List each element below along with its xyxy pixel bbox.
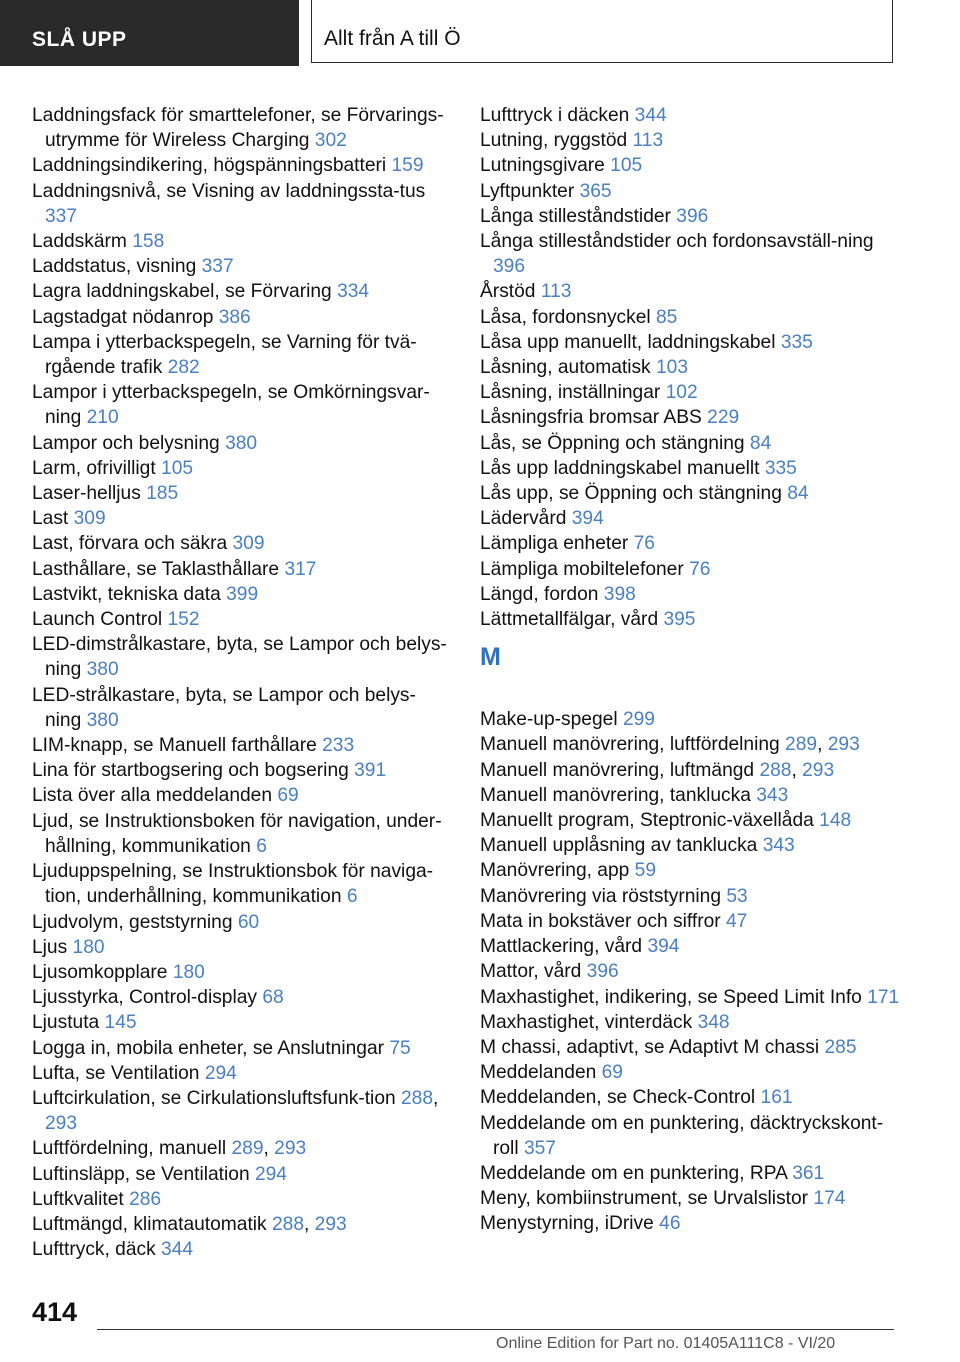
- index-entry: [32, 1162, 452, 1187]
- index-term: Manuell manövrering, luftfördelning: [480, 734, 780, 756]
- index-term: Låsa upp manuellt, laddningskabel: [480, 331, 776, 353]
- index-entry: [32, 783, 452, 808]
- index-term: Laser-helljus: [32, 483, 141, 505]
- page-reference-link[interactable]: 395: [663, 609, 696, 631]
- index-entry: [480, 405, 900, 430]
- page-reference-link[interactable]: 6: [346, 886, 358, 908]
- index-term: Lina för startbogsering och bogsering: [32, 760, 349, 782]
- index-term: Långa stilleståndstider och fordonsavställ-ning: [480, 231, 874, 253]
- page-reference-link[interactable]: 396: [676, 205, 709, 227]
- index-entry: [32, 103, 452, 153]
- page-reference-link[interactable]: 174: [813, 1188, 846, 1210]
- index-entry: [480, 557, 900, 582]
- index-entry: [480, 531, 900, 556]
- index-term: Larm, ofrivilligt: [32, 457, 156, 479]
- index-entry: [32, 1237, 452, 1262]
- index-entry: [32, 557, 452, 582]
- page-reference-link[interactable]: 288: [271, 1213, 304, 1235]
- index-entry: [32, 733, 452, 758]
- page-reference-link[interactable]: 309: [232, 533, 265, 555]
- index-entry: [32, 279, 452, 304]
- index-entry: [32, 809, 452, 859]
- page-reference-link[interactable]: 59: [634, 860, 657, 882]
- index-term: Manuell manövrering, luftmängd: [480, 759, 755, 781]
- page-reference-link[interactable]: 334: [337, 281, 370, 303]
- page-reference-link[interactable]: 60: [237, 911, 260, 933]
- index-entry: [480, 783, 900, 808]
- page-reference-link[interactable]: 386: [218, 306, 251, 328]
- index-entry: Luftmängd, klimatautomatik 288, 293: [32, 1213, 347, 1235]
- index-term: Laddskärm: [32, 231, 127, 253]
- page-reference-link[interactable]: 180: [72, 936, 105, 958]
- index-entry: [480, 153, 900, 178]
- page-reference-link[interactable]: 84: [787, 483, 809, 505]
- index-entry: [480, 1186, 900, 1211]
- page-reference-link[interactable]: 105: [610, 155, 643, 177]
- index-term: Manuell manövrering, tanklucka: [480, 784, 751, 806]
- index-term: Luftfördelning, manuell: [32, 1138, 227, 1160]
- index-entry: [32, 910, 452, 935]
- page-reference-link[interactable]: 159: [391, 155, 424, 177]
- index-term: Manuell upplåsning av tanklucka: [480, 835, 758, 857]
- page-reference-link[interactable]: 75: [389, 1037, 411, 1059]
- page-reference-link[interactable]: 285: [824, 1036, 857, 1058]
- index-term: Årstöd: [480, 281, 536, 303]
- index-term: Längd, fordon: [480, 583, 599, 605]
- page-reference-link[interactable]: 293: [45, 1113, 78, 1135]
- index-entry: [480, 1161, 900, 1186]
- index-entry: [480, 229, 900, 279]
- page-reference-link[interactable]: 286: [129, 1188, 162, 1210]
- page-reference-link[interactable]: 398: [603, 583, 636, 605]
- page-reference-link[interactable]: 343: [762, 835, 795, 857]
- index-entry: [32, 305, 452, 330]
- page-reference-link[interactable]: 365: [579, 180, 612, 202]
- index-entry: [32, 456, 452, 481]
- index-term: Mata in bokstäver och siffror: [480, 910, 721, 932]
- page-reference-link[interactable]: 69: [601, 1062, 623, 1084]
- index-term: Laddningsnivå, se Visning av laddningssta-tus: [32, 180, 426, 202]
- page-reference-link[interactable]: 344: [161, 1239, 194, 1261]
- index-term: Ljudvolym, geststyrning: [32, 911, 233, 933]
- page-reference-link[interactable]: 53: [726, 885, 748, 907]
- index-entry: [480, 103, 900, 128]
- index-term: Luftkvalitet: [32, 1188, 124, 1210]
- page-reference-link[interactable]: 6: [256, 835, 267, 857]
- index-entry: [480, 833, 900, 858]
- chapter-title: Allt från A till Ö: [324, 27, 461, 50]
- index-term: Ljusomkopplare: [32, 961, 168, 983]
- index-term: Logga in, mobila enheter, se Anslutningar: [32, 1037, 385, 1059]
- page-reference-link[interactable]: 380: [86, 659, 119, 681]
- index-term: Lufttryck i däcken: [480, 105, 630, 126]
- index-term: Laddningsfack för smarttelefoner, se Förvarings-utrymme för Wireless Charging: [32, 105, 444, 152]
- index-term: Maxhastighet, indikering, se Speed Limit Info: [480, 986, 862, 1008]
- section-title: SLÅ UPP: [32, 28, 127, 51]
- index-term: Låsningsfria bromsar ABS: [480, 407, 702, 429]
- index-term: Lista över alla meddelanden: [32, 785, 273, 807]
- index-term: Lås upp, se Öppning och stängning: [480, 483, 782, 505]
- page-reference-link[interactable]: 210: [86, 407, 119, 429]
- index-term: Långa stilleståndstider: [480, 205, 671, 227]
- index-entry: [32, 985, 452, 1010]
- page-reference-link[interactable]: 391: [354, 760, 387, 782]
- page-reference-link[interactable]: 289: [231, 1138, 264, 1160]
- index-entry: [32, 380, 452, 430]
- index-entry: [32, 935, 452, 960]
- page-reference-link[interactable]: 47: [726, 910, 748, 932]
- index-term: Ljustuta: [32, 1012, 100, 1034]
- page-reference-link[interactable]: 293: [314, 1213, 347, 1235]
- index-entry: [32, 179, 452, 229]
- index-term: Lagstadgat nödanrop: [32, 306, 214, 328]
- index-entry: [480, 380, 900, 405]
- page-reference-link[interactable]: 102: [665, 382, 698, 404]
- page-reference-link[interactable]: 84: [749, 432, 772, 454]
- page-reference-link[interactable]: 288: [759, 759, 792, 781]
- page-reference-link[interactable]: 396: [586, 961, 619, 983]
- index-column-left: [32, 103, 452, 1262]
- index-term: Lås upp laddningskabel manuellt: [480, 457, 760, 479]
- page-reference-link[interactable]: 171: [867, 986, 900, 1008]
- index-term: Lufttryck, däck: [32, 1239, 156, 1261]
- page-reference-link[interactable]: 293: [274, 1138, 307, 1160]
- index-entry: [480, 1035, 900, 1060]
- index-term: Launch Control: [32, 609, 163, 631]
- index-entry: [480, 330, 900, 355]
- index-entry: [480, 204, 900, 229]
- footer-divider: [97, 1329, 894, 1330]
- index-entry: [32, 859, 452, 909]
- index-term: Laddstatus, visning: [32, 256, 197, 278]
- index-entry: [32, 1187, 452, 1212]
- index-entry: [480, 858, 900, 883]
- index-term: LED-dimstrålkastare, byta, se Lampor och belys-ning: [32, 634, 447, 681]
- index-term: Meddelande om en punktering, RPA: [480, 1162, 787, 1184]
- index-entry: [32, 683, 452, 733]
- index-term: Lagra laddningskabel, se Förvaring: [32, 281, 332, 303]
- index-entry: [480, 1085, 900, 1110]
- index-term: Luftmängd, klimatautomatik: [32, 1213, 267, 1235]
- index-term: Manövrering via röststyrning: [480, 885, 722, 907]
- page-reference-link[interactable]: 185: [146, 483, 179, 505]
- page-reference-link[interactable]: 293: [802, 759, 835, 781]
- section-letter: M: [480, 643, 501, 672]
- page-reference-link[interactable]: 76: [633, 533, 655, 555]
- index-term: Meddelanden, se Check-Control: [480, 1087, 756, 1109]
- index-group-m: [480, 707, 900, 1236]
- index-term: Mattlackering, vård: [480, 936, 643, 958]
- index-entry: [32, 632, 452, 682]
- page-reference-link[interactable]: 289: [785, 734, 818, 756]
- page-reference-link[interactable]: 343: [756, 784, 789, 806]
- index-term: Ljusstyrka, Control-display: [32, 987, 258, 1009]
- index-entry: [480, 456, 900, 481]
- index-entry: [32, 506, 452, 531]
- index-term: Lutningsgivare: [480, 155, 605, 177]
- index-entry: [480, 985, 900, 1010]
- index-term: Ljud, se Instruktionsboken för navigation, under-hållning, kommunikation: [32, 810, 442, 857]
- index-term: Mattor, vård: [480, 961, 582, 983]
- page-reference-link[interactable]: 302: [314, 130, 347, 152]
- page-reference-link[interactable]: 68: [262, 987, 284, 1009]
- index-term: Lämpliga enheter: [480, 533, 629, 555]
- index-entry: [480, 1060, 900, 1085]
- section-tab: [0, 0, 299, 66]
- page-reference-link[interactable]: 282: [167, 357, 200, 379]
- page-reference-link[interactable]: 113: [632, 130, 664, 152]
- index-term: Meddelanden: [480, 1062, 597, 1084]
- index-entry: [480, 1111, 900, 1161]
- index-term: Lasthållare, se Taklasthållare: [32, 558, 280, 580]
- index-term: Låsning, automatisk: [480, 357, 651, 379]
- index-entry: [480, 179, 900, 204]
- index-entry: [32, 1061, 452, 1086]
- index-term: Last: [32, 508, 69, 530]
- index-entry: [480, 884, 900, 909]
- index-term: Manuellt program, Steptronic-växellåda: [480, 810, 814, 832]
- index-term: Lämpliga mobiltelefoner: [480, 558, 684, 580]
- page-reference-link[interactable]: 161: [760, 1087, 793, 1109]
- index-term: Lufta, se Ventilation: [32, 1062, 200, 1084]
- index-term: Låsa, fordonsnyckel: [480, 306, 651, 328]
- page-reference-link[interactable]: 145: [104, 1012, 137, 1034]
- index-entry: [480, 808, 900, 833]
- index-term: Lampor och belysning: [32, 432, 220, 454]
- index-entry: [480, 707, 900, 732]
- index-entry: [480, 279, 900, 304]
- page-reference-link[interactable]: 180: [172, 961, 205, 983]
- index-term: Meny, kombiinstrument, se Urvalslistor: [480, 1188, 809, 1210]
- index-entry: [480, 506, 900, 531]
- index-term: Lampor i ytterbackspegeln, se Omkörningsvar-ning: [32, 382, 430, 429]
- page-reference-link[interactable]: 294: [204, 1062, 237, 1084]
- page-reference-link[interactable]: 394: [571, 508, 604, 530]
- page-reference-link[interactable]: 76: [689, 558, 711, 580]
- index-entry: [480, 305, 900, 330]
- index-entry: [32, 330, 452, 380]
- index-entry: [32, 431, 452, 456]
- page-reference-link[interactable]: 335: [764, 457, 797, 479]
- index-term: Lås, se Öppning och stängning: [480, 432, 745, 454]
- page-reference-link[interactable]: 335: [780, 331, 813, 353]
- page-reference-link[interactable]: 233: [322, 735, 355, 757]
- index-entry: [32, 1036, 452, 1061]
- index-entry: [480, 959, 900, 984]
- index-entry: Manuell manövrering, luftmängd 288, 293: [480, 759, 835, 781]
- page-reference-link[interactable]: 85: [656, 306, 678, 328]
- index-entry: [480, 607, 900, 632]
- index-entry: [480, 481, 900, 506]
- index-term: Luftcirkulation, se Cirkulationsluftsfunk-tion: [32, 1087, 396, 1109]
- index-term: Lyftpunkter: [480, 180, 575, 202]
- index-term: Lastvikt, tekniska data: [32, 583, 221, 605]
- index-term: Manövrering, app: [480, 860, 630, 882]
- page-reference-link[interactable]: 293: [827, 734, 860, 756]
- page-reference-link[interactable]: 337: [45, 205, 78, 227]
- index-entry: [480, 128, 900, 153]
- index-entry: [32, 531, 452, 556]
- page-reference-link[interactable]: 396: [493, 256, 526, 278]
- page-reference-link[interactable]: 105: [161, 457, 194, 479]
- index-entry: [32, 481, 452, 506]
- index-entry: [480, 1010, 900, 1035]
- index-entry: [32, 229, 452, 254]
- index-term: Make-up-spegel: [480, 709, 618, 731]
- page-reference-link[interactable]: 357: [523, 1137, 556, 1159]
- index-entry: [32, 1010, 452, 1035]
- index-term: LIM-knapp, se Manuell farthållare: [32, 735, 317, 757]
- index-group-l: [480, 103, 900, 632]
- index-term: Meddelande om en punktering, däcktryckskont-roll: [480, 1112, 884, 1159]
- index-entry: Manuell manövrering, luftfördelning 289, 293: [480, 734, 860, 756]
- index-entry: [32, 582, 452, 607]
- index-entry: [32, 607, 452, 632]
- page-reference-link[interactable]: 158: [132, 231, 165, 253]
- page-reference-link[interactable]: 299: [622, 709, 655, 731]
- page-reference-link[interactable]: 344: [634, 105, 667, 126]
- index-entry: [32, 960, 452, 985]
- page-reference-link[interactable]: 361: [792, 1162, 825, 1184]
- page-reference-link[interactable]: 229: [707, 407, 740, 429]
- index-term: Maxhastighet, vinterdäck: [480, 1011, 693, 1033]
- footer-edition: Online Edition for Part no. 01405A111C8 - VI/20: [496, 1335, 836, 1352]
- index-entry: [480, 582, 900, 607]
- chapter-header: [311, 0, 893, 63]
- index-entry: [32, 758, 452, 783]
- index-term: LED-strålkastare, byta, se Lampor och belys-ning: [32, 684, 416, 731]
- page-reference-link[interactable]: 317: [284, 558, 317, 580]
- index-column-right: [480, 103, 900, 1237]
- index-term: Ljus: [32, 936, 68, 958]
- page-reference-link[interactable]: 394: [647, 936, 680, 958]
- page-reference-link[interactable]: 103: [656, 357, 689, 379]
- page-reference-link[interactable]: 152: [167, 609, 200, 631]
- index-entry: [32, 254, 452, 279]
- page-reference-link[interactable]: 337: [201, 256, 234, 278]
- page-reference-link[interactable]: 294: [254, 1163, 287, 1185]
- index-term: Låsning, inställningar: [480, 382, 661, 404]
- page-reference-link[interactable]: 348: [697, 1011, 730, 1033]
- page-reference-link[interactable]: 288: [401, 1087, 434, 1109]
- index-term: M chassi, adaptivt, se Adaptivt M chassi: [480, 1036, 820, 1058]
- index-term: Last, förvara och säkra: [32, 533, 228, 555]
- page-reference-link[interactable]: 309: [73, 508, 106, 530]
- index-term: Laddningsindikering, högspänningsbatteri: [32, 155, 387, 177]
- page-number: 414: [32, 1297, 78, 1327]
- index-entry: Luftfördelning, manuell 289, 293: [32, 1138, 307, 1160]
- index-entry: [480, 431, 900, 456]
- index-entry: [480, 1211, 900, 1236]
- index-term: Lädervård: [480, 508, 567, 530]
- index-entry: Luftcirkulation, se Cirkulationsluftsfunk-tion 288, 293: [32, 1087, 439, 1135]
- index-term: Luftinsläpp, se Ventilation: [32, 1163, 250, 1185]
- page-reference-link[interactable]: 380: [225, 432, 258, 454]
- index-entry: [32, 153, 452, 178]
- index-term: Lutning, ryggstöd: [480, 130, 628, 152]
- page-reference-link[interactable]: 380: [86, 709, 119, 731]
- page-reference-link[interactable]: 113: [540, 281, 572, 303]
- index-term: Lättmetallfälgar, vård: [480, 609, 659, 631]
- page-reference-link[interactable]: 399: [226, 583, 259, 605]
- index-entry: [480, 909, 900, 934]
- page-reference-link[interactable]: 46: [659, 1213, 681, 1235]
- page-reference-link[interactable]: 148: [819, 810, 852, 832]
- index-entry: [480, 355, 900, 380]
- index-term: Menystyrning, iDrive: [480, 1213, 654, 1235]
- index-entry: [480, 934, 900, 959]
- index-term: Ljuduppspelning, se Instruktionsbok för naviga-tion, underhållning, kommunikation: [32, 861, 434, 908]
- index-term: Lampa i ytterbackspegeln, se Varning för tvä-rgående trafik: [32, 331, 417, 379]
- page-reference-link[interactable]: 69: [277, 785, 299, 807]
